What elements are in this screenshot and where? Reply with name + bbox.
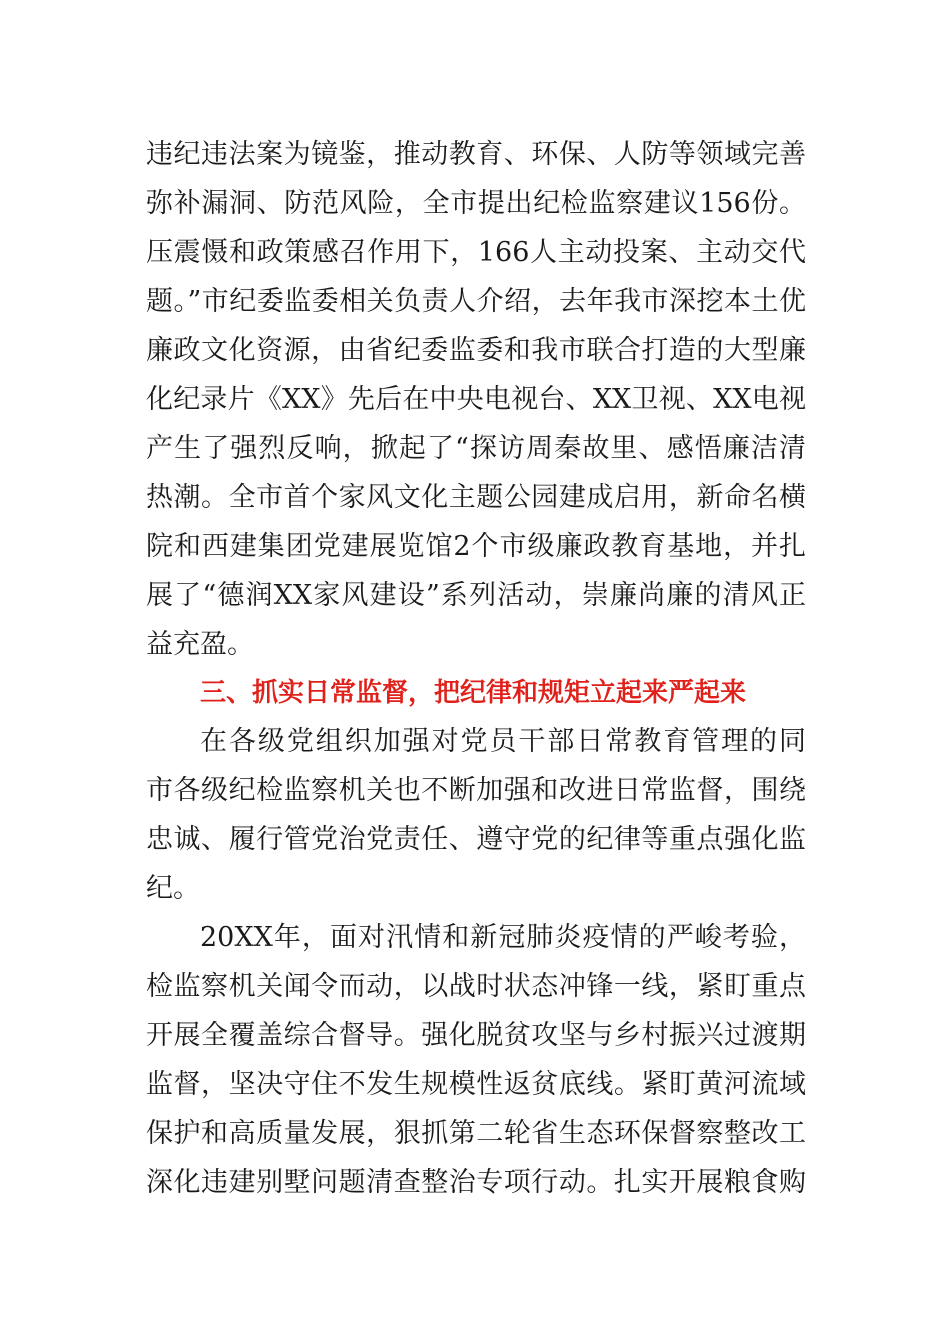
- text-line: 纪。: [146, 873, 200, 904]
- text-line: 市各级纪检监察机关也不断加强和改进日常监督，围绕: [146, 775, 806, 806]
- text-line: 深化违建别墅问题清查整治专项行动。扎实开展粮食购: [146, 1167, 806, 1198]
- text-line: 弥补漏洞、防范风险，全市提出纪检监察建议156份。: [146, 188, 806, 219]
- document-body: [146, 130, 806, 1207]
- text-line: 20XX年，面对汛情和新冠肺炎疫情的严峻考验，: [200, 922, 806, 953]
- paragraph-two: [146, 717, 806, 913]
- text-line: 廉政文化资源，由省纪委监委和我市联合打造的大型廉: [146, 335, 806, 366]
- text-line: 保护和高质量发展，狠抓第二轮省生态环保督察整改工: [146, 1118, 806, 1149]
- text-line: 益充盈。: [146, 629, 254, 660]
- paragraph-three: [146, 913, 806, 1207]
- text-line: 院和西建集团党建展览馆2个市级廉政教育基地，并扎: [146, 531, 806, 562]
- text-line: 在各级党组织加强对党员干部日常教育管理的同: [200, 726, 806, 757]
- text-line: 检监察机关闻令而动，以战时状态冲锋一线，紧盯重点: [146, 971, 806, 1002]
- text-line: 压震慑和政策感召作用下，166人主动投案、主动交代: [146, 237, 806, 268]
- text-line: 题。”市纪委监委相关负责人介绍，去年我市深挖本土优: [146, 286, 806, 317]
- section-heading: 三、抓实日常监督，把纪律和规矩立起来严起来: [200, 678, 747, 708]
- text-line: 违纪违法案为镜鉴，推动教育、环保、人防等领域完善: [146, 139, 806, 170]
- text-line: 化纪录片《XX》先后在中央电视台、XX卫视、XX电视: [146, 384, 806, 415]
- text-line: 热潮。全市首个家风文化主题公园建成启用，新命名横: [146, 482, 806, 513]
- text-line: 监督，坚决守住不发生规模性返贫底线。紧盯黄河流域: [146, 1069, 806, 1100]
- text-line: 展了“德润XX家风建设”系列活动，崇廉尚廉的清风正: [146, 580, 806, 611]
- text-line: 开展全覆盖综合督导。强化脱贫攻坚与乡村振兴过渡期: [146, 1020, 806, 1051]
- text-line: 忠诚、履行管党治党责任、遵守党的纪律等重点强化监: [146, 824, 806, 855]
- paragraph-continued: [146, 130, 806, 669]
- text-line: 产生了强烈反响，掀起了“探访周秦故里、感悟廉洁清: [146, 433, 806, 464]
